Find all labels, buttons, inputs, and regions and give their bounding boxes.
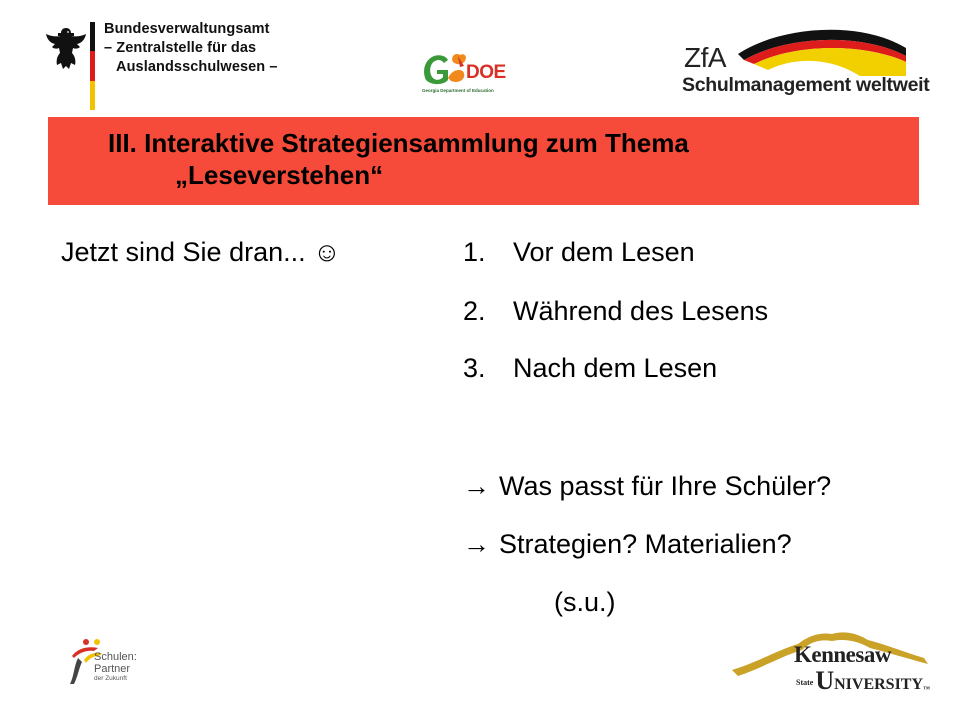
arrow-right-icon: → (463, 471, 490, 501)
bva-logo (44, 18, 278, 114)
question-text: Was passt für Ihre Schüler? (499, 471, 832, 501)
ksu-logo (728, 628, 934, 695)
ksu-trademark: ™ (923, 685, 931, 693)
banner-title-line2: „Leseverstehen“ (175, 160, 384, 190)
phase-number: 1. (463, 237, 486, 267)
ksu-university-line (796, 666, 930, 696)
gadoe-logo (420, 50, 510, 98)
ksu-state: State (796, 678, 814, 687)
zfa-logo (680, 18, 930, 98)
gadoe-word: DOE (466, 62, 506, 83)
bva-line: Auslandsschulwesen – (116, 59, 278, 75)
arrow-right-icon: → (463, 529, 490, 559)
phase-label: Vor dem Lesen (513, 237, 695, 267)
question-text: Strategien? Materialien? (499, 529, 792, 559)
bva-wordmark (104, 20, 284, 77)
zfa-subtitle: Schulmanagement weltweit (682, 74, 930, 96)
pasch-line: Partner (94, 662, 131, 675)
zfa-arc-icon (720, 18, 910, 78)
phase-label: Nach dem Lesen (513, 353, 718, 383)
question-line (463, 528, 792, 560)
pasch-wordmark (94, 652, 137, 683)
phase-label: Während des Lesens (513, 296, 769, 326)
phase-number: 3. (463, 353, 486, 383)
bva-line: – Zentralstelle für das (104, 40, 257, 56)
see-below-note: (s.u.) (554, 587, 616, 617)
gadoe-subtitle: Georgia Department of Education (422, 88, 494, 93)
zfa-title: ZfA (684, 42, 727, 73)
german-flag-bar (90, 22, 95, 110)
question-line (463, 470, 831, 502)
title-banner (48, 117, 919, 205)
flag-stripe-black (90, 22, 95, 51)
pasch-line: der Zukunft (94, 675, 127, 682)
ksu-university: NIVERSITY (834, 676, 924, 693)
pasch-line: Schulen: (94, 651, 137, 663)
ksu-big-u: U (815, 666, 835, 695)
intro-text: Jetzt sind Sie dran... ☺ (61, 237, 341, 267)
flag-stripe-red (90, 51, 95, 80)
pasch-logo (64, 636, 144, 696)
ksu-wordmark: Kennesaw (794, 642, 891, 667)
banner-title-line1: III. Interaktive Strategiensammlung zum Thema (108, 128, 689, 158)
phase-number: 2. (463, 296, 486, 326)
federal-eagle-icon (44, 24, 88, 74)
flag-stripe-gold (90, 81, 95, 110)
bva-line: Bundesverwaltungsamt (104, 21, 270, 37)
